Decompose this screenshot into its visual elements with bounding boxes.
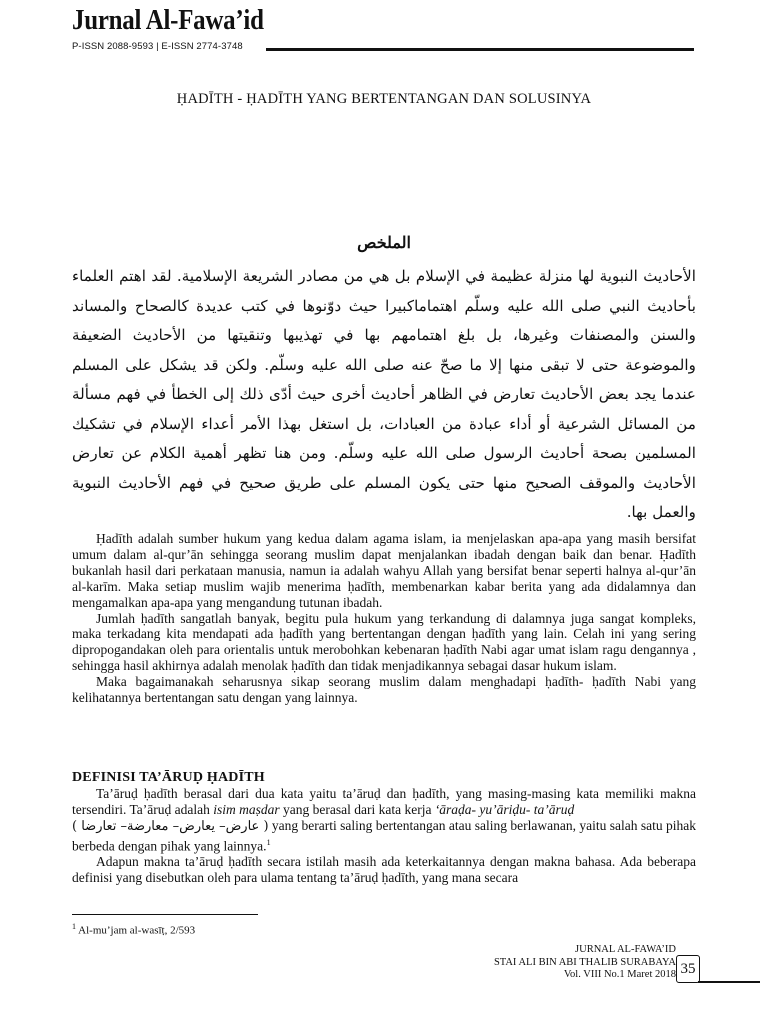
footnote-text: Al-mu’jam al-wasīṭ, 2/593 xyxy=(78,924,196,937)
abstract-body: الأحاديث النبوية لها منزلة عظيمة في الإسلام بل هي من مصادر الشريعة الإسلامية. لقد اهتم العلماء بأحاديث النبي صلى الله عليه وسلّم اهتماماكبيرا حيث دوّنوها في كتب عديدة كالصحاح والمساند والسنن والمصنفات وغيرها، بل بلغ اهتمامهم بها في تهذيبها وتنقيتها من الأحاديث الضعيفة والموضوعة حتى لا تبقى منها إلا ما صحّ عنه صلى الله عليه وسلّم. ولكن قد يشكل على المسلم عندما يجد بعض الأحاديث تعارض في الظاهر أحاديث أخرى حيث أدّى ذلك إلى الخطأ في فهم مسألة من المسائل الشرعية أو أداء عبادة من العبادات، بل استغل بهذا الأمر أعداء الإسلام في تشكيك المسلمين بصحة أحاديث الرسول صلى الله عليه وسلّم. ومن هنا تظهر أهمية الكلام عن تعارض الأحاديث والموقف الصحيح منها حتى يكون المسلم على طريق صحيح في فهم الأحاديث النبوية والعمل بها. xyxy=(72,267,696,521)
definition-text-c: yang berarti saling bertentangan atau saling berlawanan, yaitu salah satu pihak berbeda dengan pihak yang lainnya. xyxy=(72,817,696,854)
definition-section xyxy=(72,786,696,886)
paper-title: ḤADĪTH - ḤADĪTH YANG BERTENTANGAN DAN SOLUSINYA xyxy=(176,91,592,107)
definition-arabic: ( عارض– يعارض– معارضة– تعارضا ) xyxy=(72,818,269,834)
introduction xyxy=(72,531,696,706)
footer-volume: Vol. VIII No.1 Maret 2018 xyxy=(563,969,676,980)
definition-text-b: yang berasal dari kata kerja xyxy=(279,801,435,817)
definition-paragraph-2: Adapun makna ta’āruḍ ḥadīth secara istilah masih ada keterkaitannya dengan makna bahasa. Ada beberapa definisi yang disebutkan oleh para ulama tentang ta’āruḍ ḥadīth, yang mana secara xyxy=(72,854,696,886)
intro-paragraph-1: Ḥadīth adalah sumber hukum yang kedua dalam agama islam, ia menjelaskan apa-apa yang masih bersifat umum dalam al-qur’ān sehingga seorang muslim dapat menjalankan ibadah dengan baik dan benar. Ḥadīth bukanlah hasil dari perkataan manusia, namun ia adalah wahyu Allah yang bersifat benar seperti halnya al-qur’ān al-karīm. Maka setiap muslim wajib menerima ḥadīth, membenarkan kabar berita yang ada didalamnya dan mengamalkan apa-apa yang mengandung tutunan ibadah. xyxy=(72,531,696,610)
issn-line: P-ISSN 2088-9593 | E-ISSN 2774-3748 xyxy=(72,41,243,52)
page-number: 35 xyxy=(676,955,700,983)
abstract-heading: الملخص xyxy=(357,235,411,252)
section-heading: DEFINISI TA’ĀRUḌ ḤADĪTH xyxy=(72,770,265,785)
footer xyxy=(494,944,676,982)
header-rule xyxy=(266,48,694,51)
definition-paragraph-1 xyxy=(72,786,696,854)
definition-term-2: ‘āraḍa- yu’āriḍu- ta’āruḍ xyxy=(434,801,575,817)
definition-term-1: isim maṣdar xyxy=(213,801,280,817)
journal-title: Jurnal Al-Fawa’id xyxy=(72,4,264,36)
definition-text-a: Ta’āruḍ ḥadīth berasal dari dua kata yaitu ta’āruḍ dan ḥadīth, yang masing-masing kata memiliki makna tersendiri. Ta’āruḍ adalah xyxy=(72,786,696,817)
intro-paragraph-3: Maka bagaimanakah seharusnya sikap seorang muslim dalam menghadapi ḥadīth- ḥadīth Nabi yang kelihatannya bertentangan satu dengan yang lainnya. xyxy=(72,674,696,706)
footnote xyxy=(72,922,195,937)
footnote-number: 1 xyxy=(72,922,76,931)
footer-institution: STAI ALI BIN ABI THALIB SURABAYA xyxy=(493,956,676,968)
footer-rule xyxy=(698,981,760,983)
footnote-rule xyxy=(72,914,258,915)
intro-paragraph-2: Jumlah ḥadīth sangatlah banyak, begitu pula hukum yang terkandung di dalamnya juga sangat kompleks, maka terkadang kita mendapati ada ḥadīth yang bertentangan dengan ḥadīth yang lain. Celah ini yang sering dipropogandakan oleh para orientalis untuk merobohkan kebenaran ḥadīth Nabi agar umat islam ragu dengannya , sehingga hasil akhirnya adalah menolak ḥadīth dan tidak menjadikannya sebagai dasar hukum islam. xyxy=(72,610,696,674)
footnote-ref[interactable]: 1 xyxy=(266,837,271,847)
footer-journal: JURNAL AL-FAWA’ID xyxy=(575,944,676,955)
